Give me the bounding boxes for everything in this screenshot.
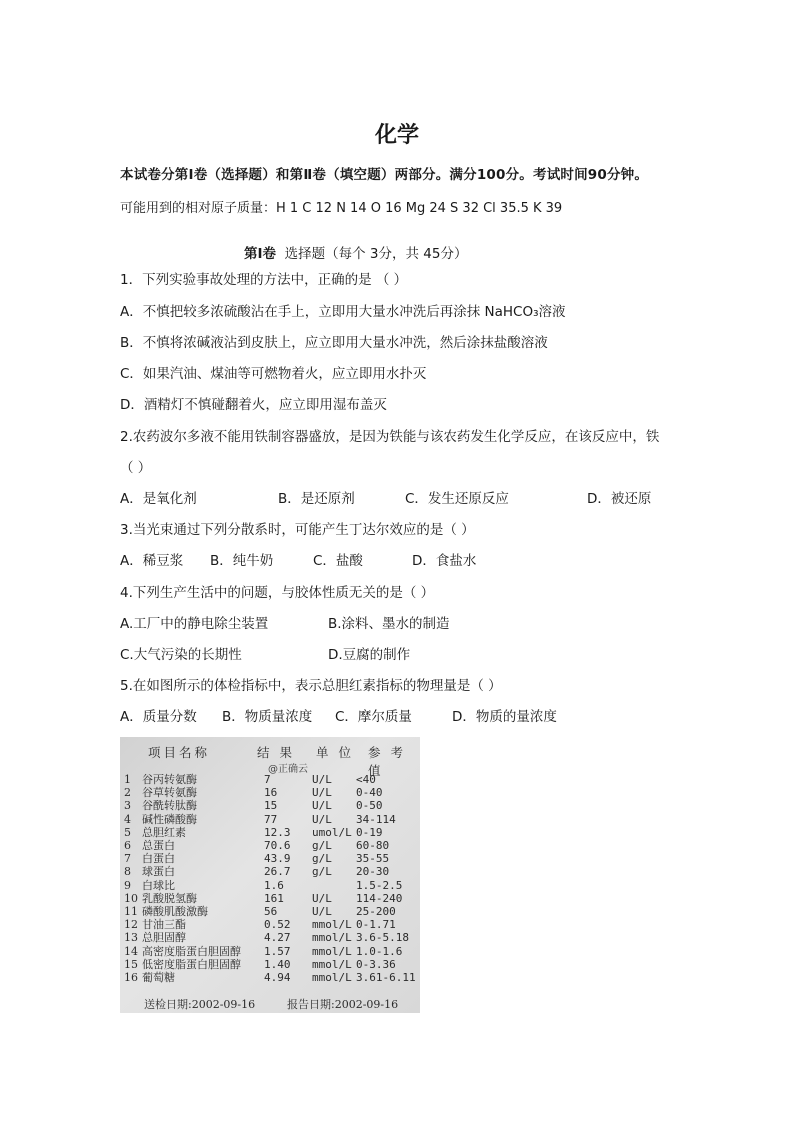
report-cell-index: 3 — [124, 799, 131, 813]
atomic-masses: 可能用到的相对原子质量：H 1 C 12 N 14 O 16 Mg 24 S 32 Cl 35.5 K 39 — [120, 201, 563, 216]
report-row — [120, 799, 420, 812]
report-cell-result: 1.6 — [264, 878, 284, 892]
report-cell-unit: g/L — [312, 865, 332, 879]
report-row — [120, 931, 420, 944]
report-cell-index: 16 — [124, 971, 138, 984]
question-5-option-b: B．物质量浓度 — [222, 709, 313, 725]
report-cell-unit: mmol/L — [312, 931, 352, 945]
report-cell-unit: U/L — [312, 773, 332, 786]
report-cell-item: 碱性磷酸酶 — [142, 812, 197, 826]
report-cell-index: 8 — [124, 865, 131, 879]
report-cell-index: 13 — [124, 931, 138, 945]
report-cell-result: 1.57 — [264, 944, 291, 958]
report-cell-item: 磷酸肌酸激酶 — [142, 905, 208, 918]
report-cell-unit: mmol/L — [312, 957, 352, 971]
question-5-option-a: A．质量分数 — [120, 709, 197, 725]
report-cell-unit: umol/L — [312, 825, 352, 839]
report-cell-reference: 0-50 — [356, 799, 383, 813]
report-cell-index: 2 — [124, 786, 131, 800]
report-cell-unit: mmol/L — [312, 944, 352, 958]
report-header-reference: 参 考 值 — [368, 745, 406, 778]
report-cell-item: 总蛋白 — [142, 839, 175, 852]
report-cell-result: 70.6 — [264, 839, 291, 852]
exam-title: 化学 — [374, 123, 419, 148]
question-3-option-d: D．食盐水 — [412, 553, 477, 569]
question-4-option-b: B.涂料、墨水的制造 — [328, 616, 450, 632]
question-4-option-a: A.工厂中的静电除尘装置 — [120, 616, 269, 632]
report-cell-unit: mmol/L — [312, 918, 352, 932]
report-cell-reference: 114-240 — [356, 891, 403, 905]
report-cell-item: 谷草转氨酶 — [142, 786, 197, 800]
report-cell-result: 15 — [264, 799, 278, 813]
report-cell-unit: mmol/L — [312, 971, 352, 984]
report-cell-reference: 1.0-1.6 — [356, 944, 403, 958]
report-cell-item: 谷丙转氨酶 — [142, 773, 197, 786]
section-label: 第Ⅰ卷 — [244, 246, 277, 262]
report-cell-reference: 3.6-5.18 — [356, 931, 409, 945]
report-row — [120, 865, 420, 878]
question-2-option-c: C．发生还原反应 — [405, 491, 509, 507]
report-cell-item: 白蛋白 — [142, 852, 175, 866]
question-4-option-d: D.豆腐的制作 — [328, 647, 411, 663]
report-row — [120, 839, 420, 852]
report-cell-result: 26.7 — [264, 865, 291, 879]
report-cell-reference: 0-19 — [356, 825, 383, 839]
report-cell-result: 7 — [264, 773, 271, 786]
exam-intro: 本试卷分第Ⅰ卷（选择题）和第Ⅱ卷（填空题）两部分。满分100分。考试时间90分钟。 — [120, 167, 649, 183]
report-cell-index: 1 — [124, 773, 131, 786]
report-cell-item: 球蛋白 — [142, 865, 175, 879]
question-5-option-d: D．物质的量浓度 — [452, 709, 557, 725]
section-desc: 选择题（每个 3分，共 45分） — [284, 246, 468, 262]
report-cell-reference: 35-55 — [356, 852, 390, 866]
report-header-result: 结 果 — [257, 745, 295, 760]
report-header-unit: 单 位 — [316, 745, 354, 760]
report-cell-index: 7 — [124, 852, 131, 866]
report-cell-index: 6 — [124, 839, 131, 852]
report-cell-result: 43.9 — [264, 852, 291, 866]
report-row — [120, 813, 420, 826]
report-cell-reference: 1.5-2.5 — [356, 878, 403, 892]
report-cell-result: 161 — [264, 891, 284, 905]
question-2-option-d: D．被还原 — [587, 491, 652, 507]
report-cell-reference: <40 — [356, 773, 376, 786]
report-cell-index: 11 — [124, 905, 138, 918]
report-row — [120, 918, 420, 931]
report-row — [120, 879, 420, 892]
report-cell-item: 总胆红素 — [142, 825, 186, 839]
report-cell-result: 1.40 — [264, 957, 291, 971]
question-5-option-c: C．摩尔质量 — [335, 709, 412, 725]
report-row — [120, 852, 420, 865]
report-cell-index: 9 — [124, 878, 131, 892]
report-row — [120, 826, 420, 839]
report-cell-index: 10 — [124, 891, 138, 905]
question-3-option-a: A．稀豆浆 — [120, 553, 184, 569]
report-cell-result: 77 — [264, 812, 278, 826]
report-cell-item: 乳酸脱氢酶 — [142, 891, 197, 905]
report-cell-item: 总胆固醇 — [142, 931, 186, 945]
question-1-option-d: D．酒精灯不慎碰翻着火，应立即用湿布盖灭 — [120, 397, 387, 413]
report-header-item: 项目名称 — [148, 745, 211, 760]
report-cell-index: 15 — [124, 957, 138, 971]
report-row — [120, 773, 420, 786]
report-send-date: 送检日期:2002-09-16 — [144, 998, 256, 1011]
question-1-option-a: A．不慎把较多浓硫酸沾在手上，立即用大量水冲洗后再涂抹 NaHCO₃溶液 — [120, 304, 566, 320]
report-cell-index: 14 — [124, 944, 138, 958]
report-row — [120, 971, 420, 984]
medical-report-image — [120, 737, 420, 1013]
report-cell-result: 56 — [264, 905, 278, 918]
report-cell-reference: 0-1.71 — [356, 918, 396, 932]
report-cell-item: 低密度脂蛋白胆固醇 — [142, 957, 241, 971]
report-cell-unit: g/L — [312, 852, 332, 866]
question-4-stem: 4.下列生产生活中的问题，与胶体性质无关的是（ ） — [120, 585, 435, 601]
report-cell-index: 12 — [124, 918, 138, 932]
section-heading — [244, 242, 467, 262]
report-cell-index: 5 — [124, 825, 131, 839]
question-1-option-b: B．不慎将浓碱液沾到皮肤上，应立即用大量水冲洗，然后涂抹盐酸溶液 — [120, 335, 548, 351]
report-cell-unit: U/L — [312, 786, 332, 800]
report-report-date: 报告日期:2002-09-16 — [287, 998, 399, 1011]
report-cell-unit: g/L — [312, 839, 332, 852]
question-1-option-c: C．如果汽油、煤油等可燃物着火，应立即用水扑灭 — [120, 366, 427, 382]
report-cell-result: 16 — [264, 786, 278, 800]
question-5-stem: 5.在如图所示的体检指标中，表示总胆红素指标的物理量是（ ） — [120, 678, 502, 694]
question-1-stem: 1．下列实验事故处理的方法中，正确的是 （ ） — [120, 272, 408, 288]
report-cell-result: 4.94 — [264, 971, 291, 984]
report-cell-reference: 60-80 — [356, 839, 390, 852]
question-2-stem: 2.农药波尔多液不能用铁制容器盛放，是因为铁能与该农药发生化学反应，在该反应中，铁 — [120, 429, 660, 445]
report-cell-reference: 34-114 — [356, 812, 396, 826]
report-cell-item: 白球比 — [142, 878, 175, 892]
report-cell-unit: U/L — [312, 799, 332, 813]
report-cell-item: 葡萄糖 — [142, 971, 175, 984]
report-cell-unit: U/L — [312, 891, 332, 905]
question-2-option-a: A．是氧化剂 — [120, 491, 197, 507]
report-cell-item: 甘油三酯 — [142, 918, 186, 932]
report-cell-reference: 3.61-6.11 — [356, 971, 416, 984]
question-3-option-c: C．盐酸 — [313, 553, 363, 569]
report-cell-unit: U/L — [312, 812, 332, 826]
report-cell-reference: 20-30 — [356, 865, 390, 879]
report-watermark: @正确云 — [268, 764, 308, 775]
question-2-option-b: B．是还原剂 — [278, 491, 355, 507]
report-cell-item: 高密度脂蛋白胆固醇 — [142, 944, 241, 958]
report-row — [120, 905, 420, 918]
question-3-stem: 3.当光束通过下列分散系时，可能产生丁达尔效应的是（ ） — [120, 522, 475, 538]
report-row — [120, 958, 420, 971]
report-cell-result: 4.27 — [264, 931, 291, 945]
report-row — [120, 892, 420, 905]
report-cell-reference: 0-40 — [356, 786, 383, 800]
report-cell-item: 谷酰转肽酶 — [142, 799, 197, 813]
report-cell-result: 12.3 — [264, 825, 291, 839]
report-cell-result: 0.52 — [264, 918, 291, 932]
report-cell-reference: 0-3.36 — [356, 957, 396, 971]
question-2-blank: （ ） — [120, 460, 152, 476]
report-cell-index: 4 — [124, 812, 131, 826]
question-4-option-c: C.大气污染的长期性 — [120, 647, 242, 663]
report-cell-unit: U/L — [312, 905, 332, 918]
report-row — [120, 786, 420, 799]
question-3-option-b: B．纯牛奶 — [210, 553, 274, 569]
report-row — [120, 945, 420, 958]
report-cell-reference: 25-200 — [356, 905, 396, 918]
